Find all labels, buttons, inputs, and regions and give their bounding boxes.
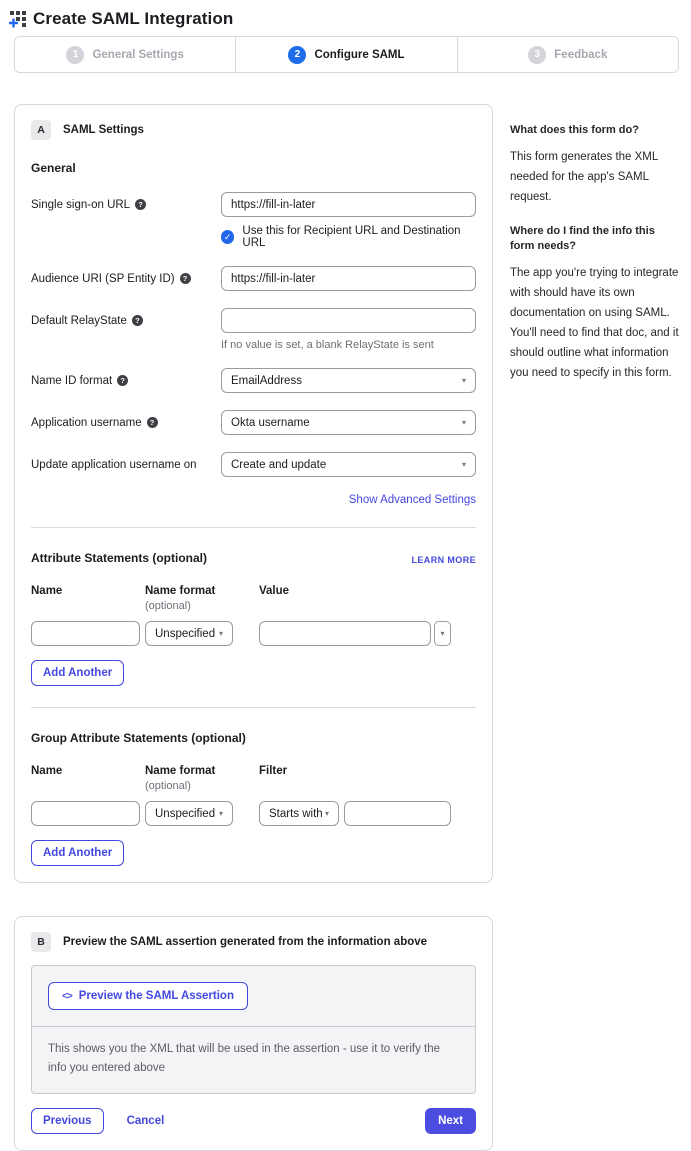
audience-uri-label: Audience URI (SP Entity ID)	[31, 273, 175, 285]
help-heading: What does this form do?	[510, 124, 639, 136]
sso-url-row	[31, 192, 476, 249]
column-header-name: Name	[31, 585, 63, 597]
section-a-title: SAML Settings	[63, 124, 144, 136]
relay-state-label: Default RelayState	[31, 315, 127, 327]
help-icon[interactable]: ?	[135, 199, 146, 210]
name-id-format-select[interactable]	[221, 368, 476, 393]
caret-down-icon: ▾	[461, 418, 466, 427]
attribute-name-input[interactable]	[31, 621, 140, 646]
column-header-optional-note: (optional)	[145, 780, 191, 792]
help-icon[interactable]: ?	[147, 417, 158, 428]
group-attribute-statements-title: Group Attribute Statements (optional)	[31, 731, 246, 745]
audience-uri-row	[31, 266, 476, 291]
group-filter-type-select[interactable]	[259, 801, 339, 826]
learn-more-link[interactable]: LEARN MORE	[411, 555, 476, 565]
audience-uri-input[interactable]	[221, 266, 476, 291]
caret-down-icon: ▾	[461, 376, 466, 385]
show-advanced-settings-link[interactable]: Show Advanced Settings	[348, 494, 476, 506]
page-header	[0, 0, 691, 29]
preview-saml-assertion-button[interactable]	[48, 982, 248, 1010]
attribute-name-format-select[interactable]	[145, 621, 233, 646]
update-username-row	[31, 452, 476, 477]
step-number-badge: 2	[288, 46, 306, 64]
group-filter-value-input[interactable]	[344, 801, 451, 826]
selected-value: Starts with	[269, 807, 323, 820]
help-paragraph: The app you're trying to integrate with should have its own documentation on using SAML. You'll need to find that doc, and it should outline what information you need to specify in this form.	[510, 267, 679, 379]
help-panel	[510, 104, 685, 400]
selected-value: Unspecified	[155, 627, 216, 640]
help-icon[interactable]: ?	[117, 375, 128, 386]
attribute-statements-title: Attribute Statements (optional)	[31, 551, 207, 565]
selected-value: Okta username	[231, 416, 310, 429]
cancel-link[interactable]: Cancel	[126, 1115, 165, 1127]
tab-label: Configure SAML	[314, 48, 405, 61]
wizard-steps	[14, 36, 679, 73]
attribute-statement-row	[31, 621, 476, 646]
wizard-footer	[31, 1108, 476, 1134]
preview-assertion-card	[14, 916, 493, 1151]
application-username-select[interactable]	[221, 410, 476, 435]
application-username-row	[31, 410, 476, 435]
application-username-label: Application username	[31, 417, 142, 429]
page-title: Create SAML Integration	[33, 9, 234, 28]
selected-value: EmailAddress	[231, 374, 302, 387]
add-another-group-attribute-button[interactable]: Add Another	[31, 840, 124, 866]
caret-down-icon: ▾	[461, 460, 466, 469]
update-username-label: Update application username on	[31, 459, 197, 471]
preview-button-label: Preview the SAML Assertion	[78, 990, 234, 1002]
app-grid-plus-icon	[9, 9, 29, 29]
relay-state-row	[31, 308, 476, 351]
add-another-attribute-button[interactable]: Add Another	[31, 660, 124, 686]
help-icon[interactable]: ?	[180, 273, 191, 284]
caret-down-icon: ▾	[218, 629, 223, 638]
tab-label: General Settings	[92, 48, 184, 61]
selected-value: Create and update	[231, 458, 327, 471]
group-attribute-name-input[interactable]	[31, 801, 140, 826]
relay-state-input[interactable]	[221, 308, 476, 333]
step-number-badge: 1	[66, 46, 84, 64]
help-paragraph: This form generates the XML needed for the app's SAML request.	[510, 151, 658, 203]
help-icon[interactable]: ?	[132, 315, 143, 326]
sso-checkbox-label: Use this for Recipient URL and Destination URL	[242, 225, 461, 249]
section-divider	[31, 707, 476, 708]
column-header-name: Name	[31, 765, 63, 777]
update-username-select[interactable]	[221, 452, 476, 477]
group-attribute-statement-row	[31, 801, 476, 826]
caret-down-icon: ▾	[218, 809, 223, 818]
attribute-value-dropdown-button[interactable]	[434, 621, 451, 646]
sso-url-input[interactable]	[221, 192, 476, 217]
section-a-badge: A	[31, 120, 51, 140]
column-header-name-format: Name format	[145, 765, 216, 777]
preview-note: This shows you the XML that will be used in the assertion - use it to verify the info you entered above	[32, 1026, 475, 1093]
sso-url-label: Single sign-on URL	[31, 199, 131, 211]
tab-general-settings[interactable]	[15, 37, 235, 72]
tab-configure-saml[interactable]	[235, 37, 456, 72]
caret-down-icon: ▾	[440, 629, 445, 638]
selected-value: Unspecified	[155, 807, 216, 820]
section-b-badge: B	[31, 932, 51, 952]
step-number-badge: 3	[528, 46, 546, 64]
help-heading: Where do I find the info this form needs?	[510, 225, 655, 252]
section-b-title: Preview the SAML assertion generated from the information above	[63, 936, 428, 948]
name-id-format-label: Name ID format	[31, 375, 113, 387]
attribute-value-input[interactable]	[259, 621, 431, 646]
saml-settings-card	[14, 104, 493, 883]
relay-state-hint: If no value is set, a blank RelayState is sent	[221, 339, 434, 351]
checkbox-checked-icon[interactable]: ✓	[221, 230, 234, 244]
group-attribute-name-format-select[interactable]	[145, 801, 233, 826]
section-divider	[31, 527, 476, 528]
general-heading: General	[31, 161, 76, 175]
name-id-format-row	[31, 368, 476, 393]
next-button[interactable]: Next	[425, 1108, 476, 1134]
tab-feedback[interactable]	[457, 37, 678, 72]
column-header-optional-note: (optional)	[145, 600, 191, 612]
caret-down-icon: ▾	[324, 809, 329, 818]
preview-panel	[31, 965, 476, 1094]
column-header-name-format: Name format	[145, 585, 216, 597]
tab-label: Feedback	[554, 48, 608, 61]
code-icon: <>	[62, 990, 72, 1002]
column-header-filter: Filter	[259, 765, 288, 777]
previous-button[interactable]: Previous	[31, 1108, 104, 1134]
column-header-value: Value	[259, 585, 290, 597]
